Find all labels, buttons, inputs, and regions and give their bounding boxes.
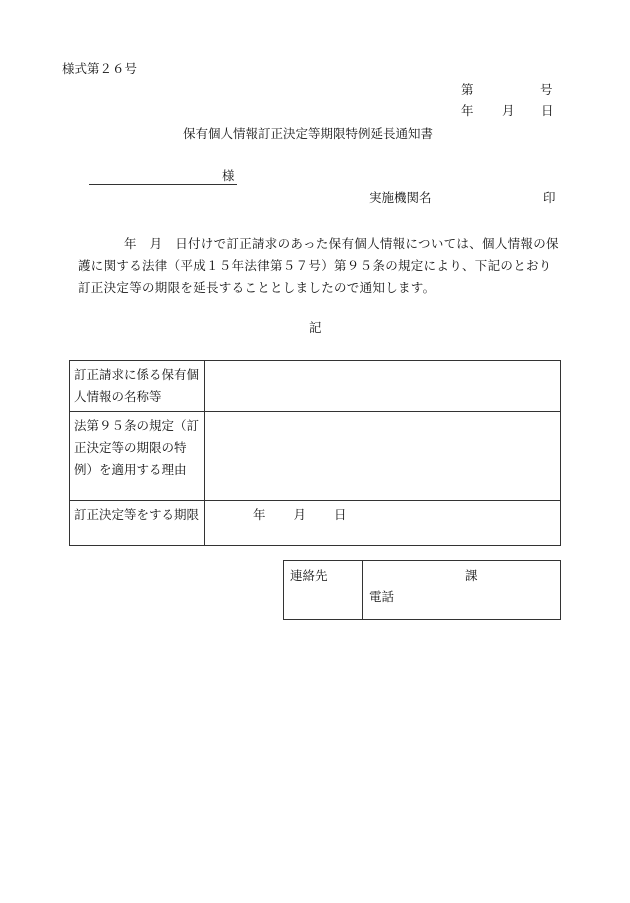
form-number: 様式第２６号 [62,61,138,76]
deadline-year-label: 年 [253,507,266,522]
seal-mark: 印 [543,190,556,205]
body-paragraph: 年 月 日付けで訂正請求のあった保有個人情報については、個人情報の保護に関する法律（平成１５年法律第５７号）第９５条の規定により、下記のとおり訂正決定等の期限を延長することとしましたので通知します。 [78,236,559,295]
row-value-reason [205,412,561,501]
contact-section-label: 課 [465,568,478,583]
date-year-label: 年 [461,103,474,118]
agency-name-label: 実施機関名 [369,190,432,205]
deadline-day-label: 日 [334,507,347,522]
date-month-label: 月 [502,103,515,118]
document-number-prefix: 第 [461,82,474,97]
row-label-deadline: 訂正決定等をする期限 [70,501,205,546]
row-value-deadline [205,501,561,546]
details-table [69,360,561,546]
table-row [284,561,561,620]
table-row [70,501,561,546]
row-value-info-name [205,361,561,412]
row-label-reason: 法第９５条の規定（訂正決定等の期限の特例）を適用する理由 [70,412,205,501]
document-title: 保有個人情報訂正決定等期限特例延長通知書 [183,126,434,141]
table-row [70,412,561,501]
document-number-suffix: 号 [540,82,553,97]
row-label-info-name: 訂正請求に係る保有個人情報の名称等 [70,361,205,412]
contact-details [363,561,561,620]
addressee-underline [89,184,237,185]
deadline-month-label: 月 [293,507,307,522]
ki-heading: 記 [309,320,322,335]
table-row [70,361,561,412]
contact-label: 連絡先 [284,561,363,620]
contact-phone-label: 電話 [369,589,395,604]
date-day-label: 日 [541,103,554,118]
addressee-suffix: 様 [222,168,235,183]
contact-table [283,560,561,620]
